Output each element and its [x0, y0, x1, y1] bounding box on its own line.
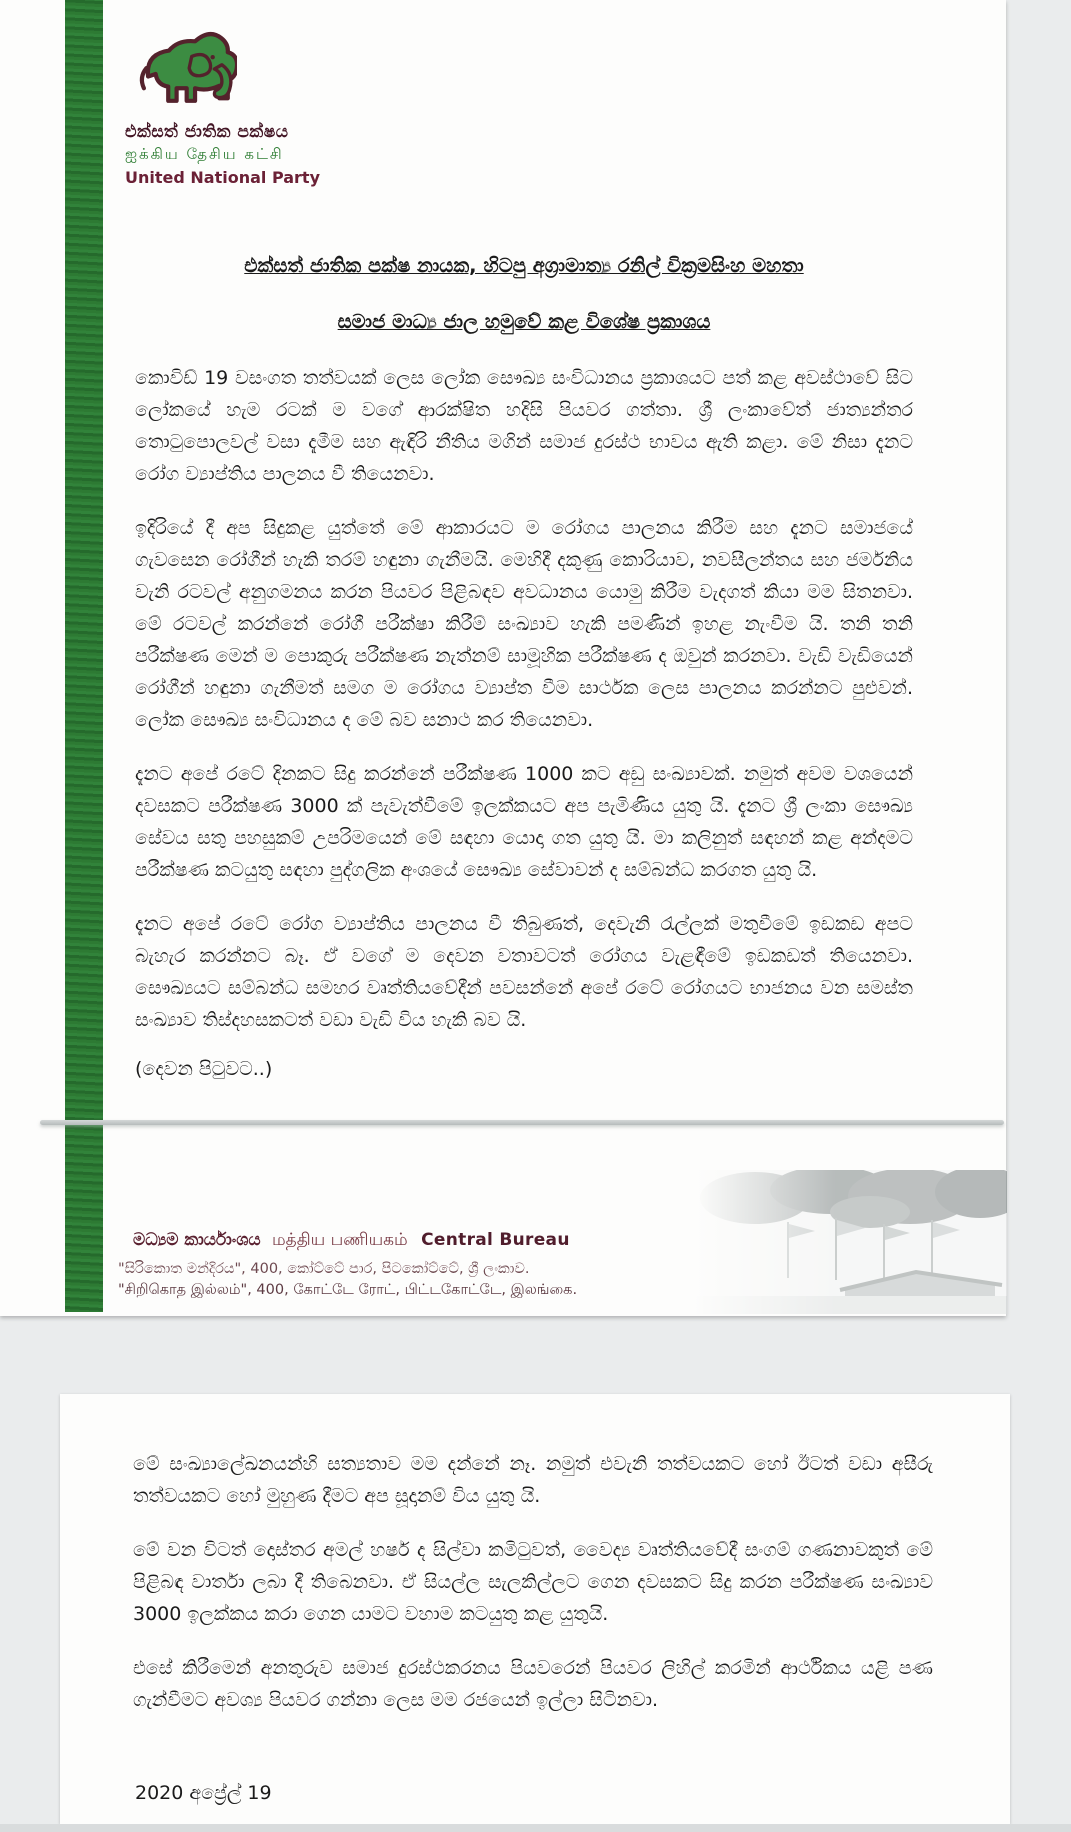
- central-bureau-footer: [118, 1230, 588, 1300]
- viewport-bottom-edge: [0, 1824, 1071, 1832]
- faded-trees-and-flags-photo: [695, 1170, 1007, 1314]
- paragraph-1: කොවිඩ් 19 වසංගත තත්වයක් ලෙස ලෝක සෞඛ්‍ය සංවිධානය ප්‍රකාශයට පත් කළ අවස්ථාවේ සිට ලෝකයේ හැම රටක් ම වගේ ආරක්ෂිත හදිසි පියවර ගත්තා. ශ්‍රී ලංකාවේත් ජාත්‍යන්තර තොටුපොලවල් වසා දැමීම සහ ඇඳිරි නීතිය මගින් සමාජ දුරස්ථ භාවය ඇති කළා. මේ නිසා දැනට රෝග ව්‍යාප්තිය පාලනය වී තියෙනවා.: [135, 367, 913, 485]
- party-name-tamil: ஐக்கிய தேசிய கட்சி: [125, 145, 284, 163]
- bureau-address-tamil: "சிறிகொத இல்லம்", 400, கோட்டே ரோட், பிட்டகோட்டே, இலங்கை.: [118, 1282, 578, 1298]
- photo-left-fade: [695, 1170, 1007, 1314]
- statement-title-line2: සමාජ මාධ්‍ය ජාල හමුවේ කළ විශේෂ ප්‍රකාශය: [337, 310, 711, 333]
- bureau-name-line: [133, 1230, 588, 1252]
- party-name-english: United National Party: [125, 168, 321, 187]
- party-green-stripe: [65, 0, 103, 1312]
- statement-date: 2020 අප්‍රේල් 19: [135, 1782, 272, 1804]
- elephant-icon: [133, 30, 237, 118]
- party-name-sinhala: එක්සත් ජාතික පක්ෂය: [125, 122, 289, 142]
- scan-fold-artifact: [40, 1120, 1004, 1125]
- bureau-name-tamil: மத்திய பணியகம்: [272, 1230, 408, 1250]
- letter-page-2: [60, 1394, 1010, 1824]
- statement-title-line1: එක්සත් ජාතික පක්ෂ නායක, හිටපු අග්‍රාමාත්‍ය රනිල් වික්‍රමසිංහ මහතා: [244, 254, 804, 277]
- bureau-name-english: Central Bureau: [421, 1230, 570, 1250]
- party-letterhead: [125, 30, 385, 187]
- letter-body-page-2: [133, 1448, 933, 1738]
- paragraph-2: ඉදිරියේ දී අප සිදුකළ යුත්තේ මේ ආකාරයට ම රෝගය පාලනය කිරීම සහ දැනට සමාජයේ ගැවසෙන රෝගීන් හැකි තරම් හඳුනා ගැනීමයි. මෙහිදී දකුණු කොරියාව, නවසීලන්තය සහ ජර්මනිය වැනි රටවල් අනුගමනය කරන පියවර පිළිබඳව අවධානය යොමු කිරීම වැදගත් කියා මම සිතනවා. මේ රටවල් කරන්නේ රෝගී පරීක්ෂා කිරීම් සංඛ්‍යාව හැකි පමණින් ඉහළ නැංවීම යි. තනි තනි පරීක්ෂණ මෙන් ම පොකුරු පරීක්ෂණ නැත්නම් සාමූහික පරීක්ෂණ ද ඔවුන් කරනවා. වැඩි වැඩියෙන් රෝගීන් හඳුනා ගැනීමත් සමග ම රෝගය ව්‍යාප්ත වීම සාර්ථක ලෙස පාලනය කරන්නට පුළුවන්. ලෝක සෞඛ්‍ය සංවිධානය ද මේ බව සනාථ කර තියෙනවා.: [135, 517, 913, 731]
- continued-on-page-2-note: (දෙවන පිටුවට..): [135, 1058, 273, 1080]
- paragraph-5: මේ සංඛ්‍යාලේඛනයන්හි සත්‍යතාව මම දන්නේ නෑ. නමුත් එවැනි තත්වයකට හෝ ඊටත් වඩා අසීරු තත්වයකට හෝ මුහුණ දීමට අප සූදානම් විය යුතු යි.: [133, 1453, 933, 1507]
- bureau-address-sinhala: "සිරිකොත මන්දිරය", 400, කෝට්ටේ පාර, පිටකෝට්ටේ, ශ්‍රී ලංකාව.: [118, 1261, 530, 1277]
- paragraph-4: දැනට අපේ රටේ රෝග ව්‍යාප්තිය පාලනය වී තිබුණත්, දෙවැනි රැල්ලක් මතුවීමේ ඉඩකඩ අපට බැහැර කරන්නට බෑ. ඒ වගේ ම දෙවන වතාවටත් රෝගය වැළඳීමේ ඉඩකඩත් තියෙනවා. සෞඛ්‍යයට සම්බන්ධ සමහර වෘත්තියවේදීන් පවසන්නේ අපේ රටේ රෝගයට භාජනය වන සමස්ත සංඛ්‍යාව තිස්දහසකටත් වඩා වැඩි විය හැකි බව යි.: [135, 913, 913, 1031]
- paragraph-3: දැනට අපේ රටේ දිනකට සිදු කරන්නේ පරීක්ෂණ 1000 කට අඩු සංඛ්‍යාවක්. නමුත් අවම වශයෙන් දවසකට පරීක්ෂණ 3000 ක් පැවැත්වීමේ ඉලක්කයට අප පැමිණිය යුතු යි. දැනට ශ්‍රී ලංකා සෞඛ්‍ය සේවය සතු පහසුකම් උපරිමයෙන් මේ සඳහා යොදා ගත යුතු යි. මා කලිනුත් සඳහන් කළ අන්දමට පරීක්ෂණ කටයුතු සඳහා පුද්ගලික අංශයේ සෞඛ්‍ය සේවාවන් ද සම්බන්ධ කරගත යුතු යි.: [135, 763, 913, 881]
- bureau-name-sinhala: මධ්‍යම කාර්යාංශය: [133, 1230, 261, 1250]
- letter-body-page-1: [135, 252, 913, 1080]
- paragraph-7: එසේ කිරීමෙන් අනතුරුව සමාජ දුරස්ථකරනය පියවරෙන් පියවර ලිහිල් කරමින් ආර්ථිකය යළි පණ ගැන්වීමට අවශ්‍ය පියවර ගන්නා ලෙස මම රජයෙන් ඉල්ලා සිටිනවා.: [133, 1657, 933, 1711]
- paragraph-6: මේ වන විටත් දොස්තර අමල් හර්ෂ ද සිල්වා කමිටුවත්, වෛද්‍ය වෘත්තියවේදී සංගම් ගණනාවකුත් මේ පිළිබඳ වාර්තා ලබා දී තිබෙනවා. ඒ සියල්ල සැලකිල්ලට ගෙන දවසකට සිදු කරන පරීක්ෂණ සංඛ්‍යාව 3000 ඉලක්කය කරා ගෙන යාමට වහාම කටයුතු කළ යුතුයි.: [133, 1539, 933, 1625]
